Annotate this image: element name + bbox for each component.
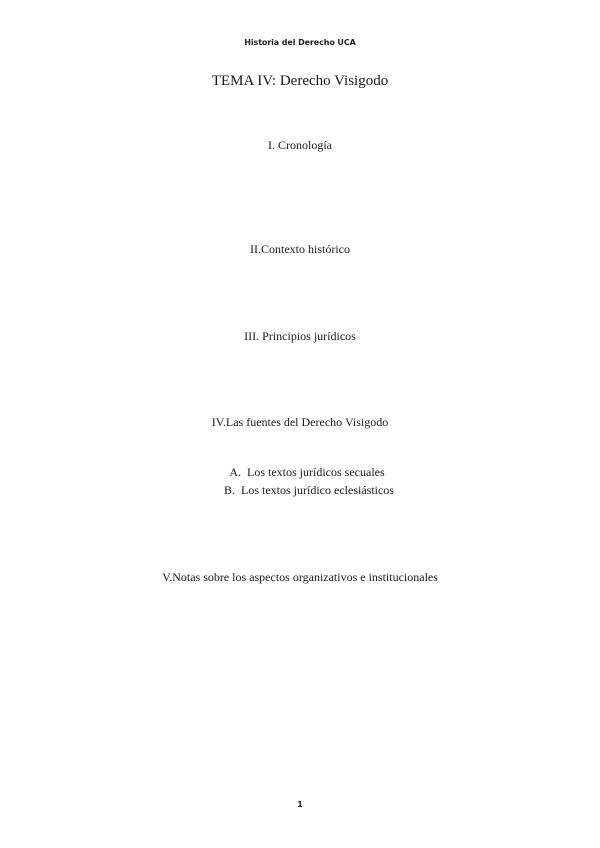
subsection-marker: B. <box>224 483 236 497</box>
subsection-label: Los textos jurídico eclesiásticos <box>241 483 394 497</box>
section-heading-contexto: II.Contexto histórico <box>250 242 350 256</box>
document-title: TEMA IV: Derecho Visigodo <box>211 73 389 89</box>
section-heading-notas: V.Notas sobre los aspectos organizativos e institucionales <box>162 570 438 584</box>
running-header: Historia del Derecho UCA <box>244 38 356 47</box>
subsection-marker: A. <box>229 465 242 479</box>
section-heading-fuentes: IV.Las fuentes del Derecho Visigodo <box>211 415 389 429</box>
subsection-label: Los textos jurídicos secuales <box>247 465 385 479</box>
subsection-item-a <box>0 465 600 480</box>
section-heading-principios: III. Principios jurídicos <box>244 329 356 343</box>
section-heading-cronologia: I. Cronología <box>268 138 332 152</box>
subsection-item-b <box>0 483 600 498</box>
page-number: 1 <box>297 800 303 809</box>
